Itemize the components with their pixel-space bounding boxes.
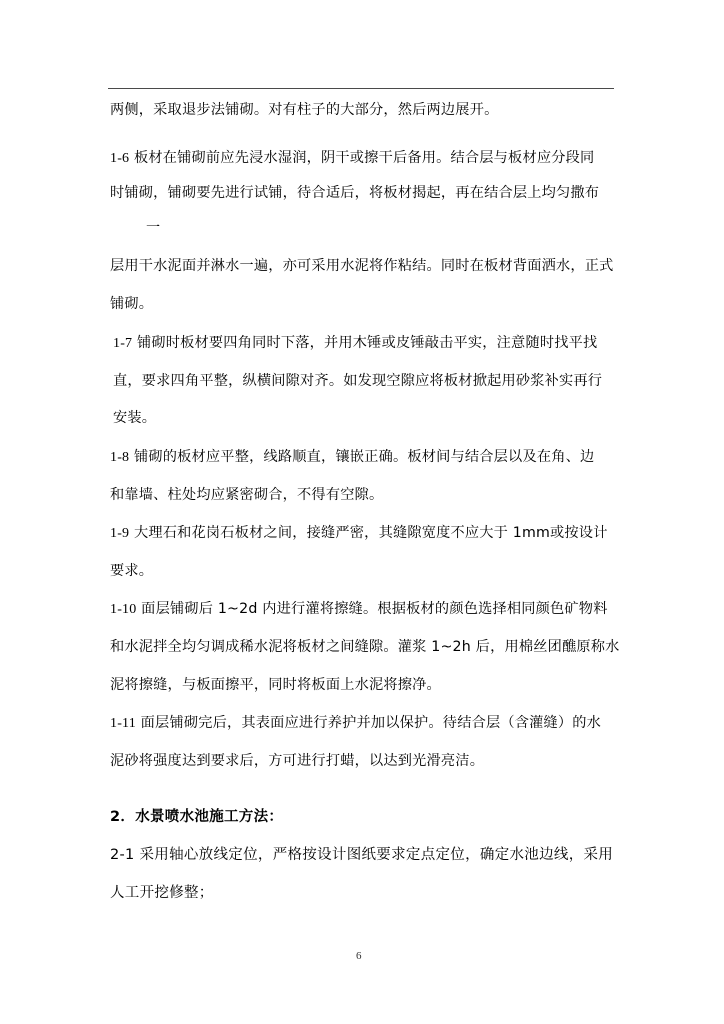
paragraph-line <box>113 333 597 354</box>
paragraph-line <box>110 637 620 657</box>
paragraph-line <box>110 256 614 276</box>
line-text: 板材在铺砌前应先浸水湿润，阴干或擦干后备用。结合层与板材应分段同 <box>129 150 595 166</box>
paragraph-line: 人工开挖修整； <box>110 885 214 901</box>
page-number: 6 <box>356 950 362 962</box>
line-text: 面层铺砌完后，其表面应进行养护并加以保护。待结合层（含灌缝）的水 <box>135 715 602 731</box>
line-text: 大理石和花岗石板材之间，接缝严密，其缝隙宽度不应大于 1mm或按设计 <box>129 525 608 541</box>
clause-number: 1-6 <box>110 151 130 166</box>
paragraph-line <box>110 713 601 734</box>
paragraph-line <box>110 100 498 120</box>
line-text: 时铺砌，铺砌要先进行试铺，待合适后，将板材揭起，再在结合层上均匀撒布 <box>110 185 600 201</box>
paragraph-line <box>110 447 594 468</box>
line-text: 面层铺砌后 1~2d 内进行灌将擦缝。根据板材的颜色选择相同颜色矿物料 <box>136 601 608 617</box>
line-text: 两侧，采取退步法铺砌。对有柱子的大部分，然后两边展开。 <box>110 102 499 118</box>
line-text: 直，要求四角平整，纵横间隙对齐。如发现空隙应将板材掀起用砂浆补实再行 <box>113 373 603 389</box>
clause-number: 1-9 <box>110 526 130 541</box>
line-text: 铺砌。 <box>110 296 154 312</box>
line-text: 安装。 <box>113 410 157 426</box>
line-text: 和靠墙、柱处均应紧密砌合，不得有空隙。 <box>110 487 384 503</box>
line-text: 泥将擦缝，与板面擦平，同时将板面上水泥将擦净。 <box>110 677 441 693</box>
paragraph-line <box>110 183 599 203</box>
paragraph-line: 2-1 采用轴心放线定位，严格按设计图纸要求定点定位，确定水池边线，采用 <box>110 847 614 863</box>
header-divider <box>108 88 614 89</box>
line-text: 泥砂将强度达到要求后，方可进行打蜡，以达到光滑亮洁。 <box>110 753 485 769</box>
section-heading: 2．水景喷水池施工方法： <box>110 809 284 825</box>
clause-number: 1-8 <box>110 450 130 465</box>
paragraph-line <box>113 371 602 391</box>
line-text: 铺砌的板材应平整，线路顺直，镶嵌正确。板材间与结合层以及在角、边 <box>129 449 595 465</box>
clause-number: 1-7 <box>113 336 133 351</box>
line-text: 和水泥拌全均匀调成稀水泥将板材之间缝隙。灌浆 1~2h 后，用棉丝团醮原称水 <box>110 639 620 655</box>
paragraph-line <box>113 408 156 428</box>
paragraph-line <box>110 294 153 314</box>
clause-number: 1-10 <box>110 602 137 617</box>
line-text: 层用干水泥面并淋水一遍，亦可采用水泥将作粘结。同时在板材背面洒水，正式 <box>110 258 614 274</box>
paragraph-line <box>110 599 608 620</box>
line-text: 铺砌时板材要四角同时下落，并用木锤或皮锤敲击平实，注意随时找平找 <box>132 335 598 351</box>
clause-number: 1-11 <box>110 716 136 731</box>
orphan-character: 一 <box>146 220 161 236</box>
paragraph-line <box>110 675 441 695</box>
paragraph-line <box>110 485 383 505</box>
paragraph-line <box>110 561 153 581</box>
paragraph-line <box>110 148 594 169</box>
paragraph-line <box>110 523 608 544</box>
line-text: 要求。 <box>110 563 154 579</box>
paragraph-line <box>110 751 484 771</box>
